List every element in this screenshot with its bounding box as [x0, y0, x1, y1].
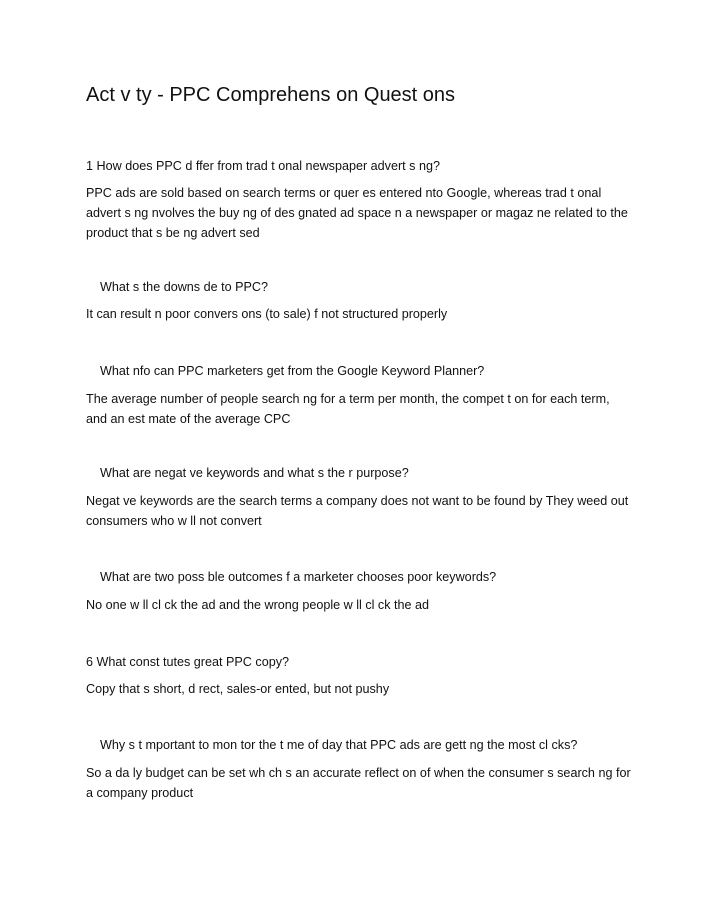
question-3: What nfo can PPC marketers get from the Google Keyword Planner?	[100, 364, 485, 378]
page-title: Act v ty - PPC Comprehens on Quest ons	[86, 84, 456, 106]
question-7: Why s t mportant to mon tor the t me of day that PPC ads are gett ng the most cl cks?	[100, 738, 578, 752]
question-5: What are two poss ble outcomes f a marketer chooses poor keywords?	[100, 570, 497, 584]
answer-6: Copy that s short, d rect, sales-or ented, but not pushy	[86, 682, 390, 696]
answer-3: The average number of people search ng for a term per month, the compet t on for each term, and an est mate of the average CPC	[86, 392, 610, 426]
question-2: What s the downs de to PPC?	[100, 280, 269, 294]
answer-1: PPC ads are sold based on search terms or quer es entered nto Google, whereas trad t onal advert s ng nvolves the buy ng of des gnated ad space n a newspaper or magaz ne related to the product that s be ng advert sed	[86, 186, 628, 240]
question-6: 6 What const tutes great PPC copy?	[86, 655, 290, 669]
question-4: What are negat ve keywords and what s the r purpose?	[100, 466, 409, 480]
question-1: 1 How does PPC d ffer from trad t onal newspaper advert s ng?	[86, 159, 440, 173]
answer-5: No one w ll cl ck the ad and the wrong people w ll cl ck the ad	[86, 598, 430, 612]
answer-7: So a da ly budget can be set wh ch s an accurate reflect on of when the consumer s search ng for a company product	[86, 766, 631, 800]
answer-4: Negat ve keywords are the search terms a company does not want to be found by They weed out consumers who w ll not convert	[86, 494, 629, 528]
answer-2: It can result n poor convers ons (to sale) f not structured properly	[86, 307, 448, 321]
